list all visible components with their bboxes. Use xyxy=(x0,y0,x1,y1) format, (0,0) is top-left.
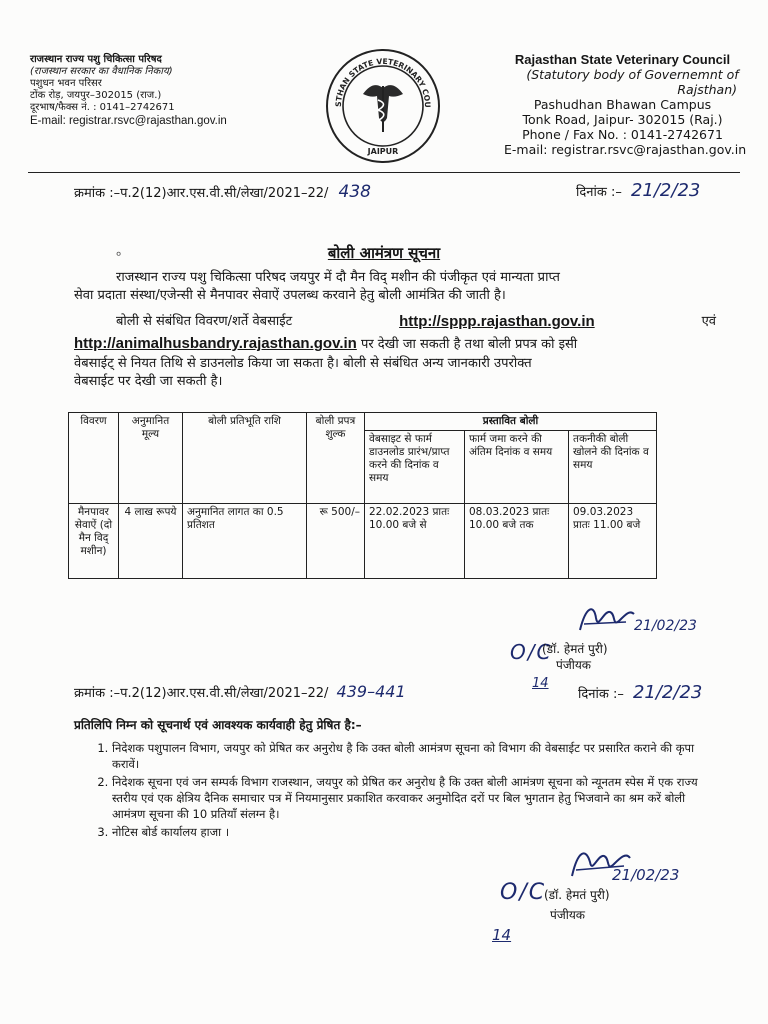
ref1-prefix: क्रमांक :–प.2(12)आर.एस.वी.सी/लेखा/2021–22/ xyxy=(74,186,329,201)
td-submission-date: 08.03.2023 प्रातः 10.00 बजे तक xyxy=(465,504,569,579)
address-hindi: टोंक रोड़, जयपुर–302015 (राज.) xyxy=(30,90,162,101)
ref-line-2 xyxy=(74,682,406,701)
notice-para2-line4: वेबसाईट पर देखी जा सकती है। xyxy=(74,374,223,389)
seal-top-text: STHAN STATE VETERINARY COU xyxy=(333,56,433,108)
td-bid-security: अनुमानित लागत का 0.5 प्रतिशत xyxy=(183,504,307,579)
signature-2-mark: 14 xyxy=(492,926,512,944)
th-submission-date: फार्म जमा करने की अंतिम दिनांक व समय xyxy=(465,431,569,504)
list-item: 2. निदेशक सूचना एवं जन सम्पर्क विभाग राजस्थान, जयपुर को प्रेषित कर अनुरोध है कि उक्त बोली आमंत्रण सूचना को न्यूनतम स्पेस में एक राज्य स्तरीय एवं एक क्षेत्रिय दैनिक समाचार पत्र में नियमानुसार प्रकाशित करवाकर अनुमोदित दरों पर बिल भुगतान हेतु भिजवाने का श्रम करें बोली आमंत्रण सूचना की 10 प्रतियॉं संलग्न है। xyxy=(112,774,706,822)
td-download-date: 22.02.2023 प्रातः 10.00 बजे से xyxy=(365,504,465,579)
notice-para1-line2: सेवा प्रदाता संस्था/एजेन्सी से मैनपावर सेवाऐं उपलब्ध करवाने हेतु बोली आमंत्रित की जाती है। xyxy=(74,288,506,303)
signature-1-date-note: 21/02/23 xyxy=(634,618,697,634)
header-divider xyxy=(28,172,740,173)
link-sppp[interactable]: http://sppp.rajasthan.gov.in xyxy=(399,313,595,330)
link-animalhusbandry[interactable]: http://animalhusbandry.rajasthan.gov.in xyxy=(74,335,357,352)
bid-table-wrap xyxy=(68,412,657,579)
para2-post: एवं xyxy=(701,314,716,329)
th-estimated-value: अनुमानित मूल्य xyxy=(119,413,183,504)
signature-2-oc: O/C xyxy=(500,880,547,905)
td-form-fee: रू 500/– xyxy=(307,504,365,579)
ref2-mark: 14 xyxy=(532,676,549,691)
phone-hindi: दूरभाष/फैक्स नं. : 0141–2742671 xyxy=(30,102,175,113)
seal-city: JAIPUR xyxy=(367,147,399,156)
notice-para1-line1: राजस्थान राज्य पशु चिकित्सा परिषद जयपुर में दौ मैन विद् मशीन की पंजीकृत एवं मान्यता प्राप्त xyxy=(116,270,560,285)
ref1-date-label: दिनांक :– xyxy=(576,185,622,200)
th-download-date: वेबसाइट से फार्म डाउनलोड प्रारंभ/प्राप्त करने की दिनांक व समय xyxy=(365,431,465,504)
ref2-date-label: दिनांक :– xyxy=(578,687,624,702)
ref1-date: 21/2/23 xyxy=(630,180,701,201)
signature-2-date-note: 21/02/23 xyxy=(612,866,680,884)
signature-1-name: (डॉ. हेमतं पुरी) xyxy=(542,642,608,656)
header-right xyxy=(500,52,745,157)
email-left: E-mail: registrar.rsvc@rajasthan.gov.in xyxy=(30,115,227,127)
td-technical-open-date: 09.03.2023 प्रातः 11.00 बजे xyxy=(569,504,657,579)
signature-2-designation: पंजीयक xyxy=(550,908,586,922)
list-item: 3. नोटिस बोर्ड कार्यालय हाजा । xyxy=(112,824,706,840)
bid-table xyxy=(68,412,657,579)
th-proposed-bid: प्रस्तावित बोली xyxy=(365,413,657,431)
td-estimated-value: 4 लाख रूपये xyxy=(119,504,183,579)
copy-intro: प्रतिलिपि निम्न को सूचनार्थ एवं आवश्यक कार्यवाही हेतु प्रेषित है:– xyxy=(74,718,362,732)
notice-para2-line1 xyxy=(116,314,716,330)
email-english: E-mail: registrar.rsvc@rajasthan.gov.in xyxy=(504,142,747,157)
list-item: 1. निदेशक पशुपालन विभाग, जयपुर को प्रेषित कर अनुरोध है कि उक्त बोली आमंत्रण सूचना को विभाग की वेबसाईट पर प्रसारित कराने की कृपा करावें। xyxy=(112,740,706,772)
para2-line2-text: पर देखी जा सकती है तथा बोली प्रपत्र को इसी xyxy=(356,337,578,352)
campus-hindi: पशुधन भवन परिसर xyxy=(30,78,102,89)
ref-line-1 xyxy=(74,182,371,202)
ref2-date-block xyxy=(578,682,702,703)
org-status-hindi: (राजस्थान सरकार का वैधानिक निकाय) xyxy=(30,66,173,77)
notice-para2-line3: वेबसाईट् से नियत तिथि से डाउनलोड किया जा सकता है। बोली से संबंधित अन्य जानकारी उपरोक्त xyxy=(74,356,532,371)
copy-list xyxy=(84,740,706,842)
phone-english: Phone / Fax No. : 0141-2742671 xyxy=(522,127,723,142)
th-technical-open-date: तकनीकी बोली खोलने की दिनांक व समय xyxy=(569,431,657,504)
signature-2-name: (डॉ. हेमतं पुरी) xyxy=(544,888,610,902)
signature-scribble-icon xyxy=(576,600,636,636)
th-description: विवरण xyxy=(69,413,119,504)
table-row xyxy=(69,504,657,579)
signature-1-scribble xyxy=(576,600,636,636)
seal-emblem-icon xyxy=(323,46,443,164)
ref2-number: 439–441 xyxy=(336,682,406,701)
signature-1-designation: पंजीयक xyxy=(556,658,592,672)
council-seal xyxy=(323,46,443,164)
ref1-date-block xyxy=(576,180,700,201)
td-description: मैनपावर सेवाऐं (दो मैन विद् मशीन) xyxy=(69,504,119,579)
ref1-number: 438 xyxy=(338,182,371,202)
table-header-row xyxy=(69,413,657,431)
signature-1-oc: O/C xyxy=(510,640,553,664)
campus-english: Pashudhan Bhawan Campus xyxy=(533,97,712,112)
org-name-hindi: राजस्थान राज्य पशु चिकित्सा परिषद xyxy=(30,54,162,65)
address-english: Tonk Road, Jaipur- 302015 (Raj.) xyxy=(522,112,723,127)
ref2-prefix: क्रमांक :–प.2(12)आर.एस.वी.सी/लेखा/2021–22/ xyxy=(74,686,329,701)
org-status-line2: Rajsthan) xyxy=(677,82,737,97)
th-form-fee: बोली प्रपत्र शुल्क xyxy=(307,413,365,504)
header-left xyxy=(30,54,280,128)
notice-bullet: ० xyxy=(116,249,122,260)
org-status-line1: (Statutory body of Governemnt of xyxy=(526,67,739,82)
para2-pre: बोली से संबंधित विवरण/शर्ते वेबसाईट xyxy=(116,314,293,329)
notice-title: बोली आमंत्रण सूचना xyxy=(327,244,441,262)
ref2-date: 21/2/23 xyxy=(632,682,703,703)
notice-para2-line2 xyxy=(74,336,577,353)
org-name-english: Rajasthan State Veterinary Council xyxy=(514,52,731,67)
th-bid-security: बोली प्रतिभूति राशि xyxy=(183,413,307,504)
